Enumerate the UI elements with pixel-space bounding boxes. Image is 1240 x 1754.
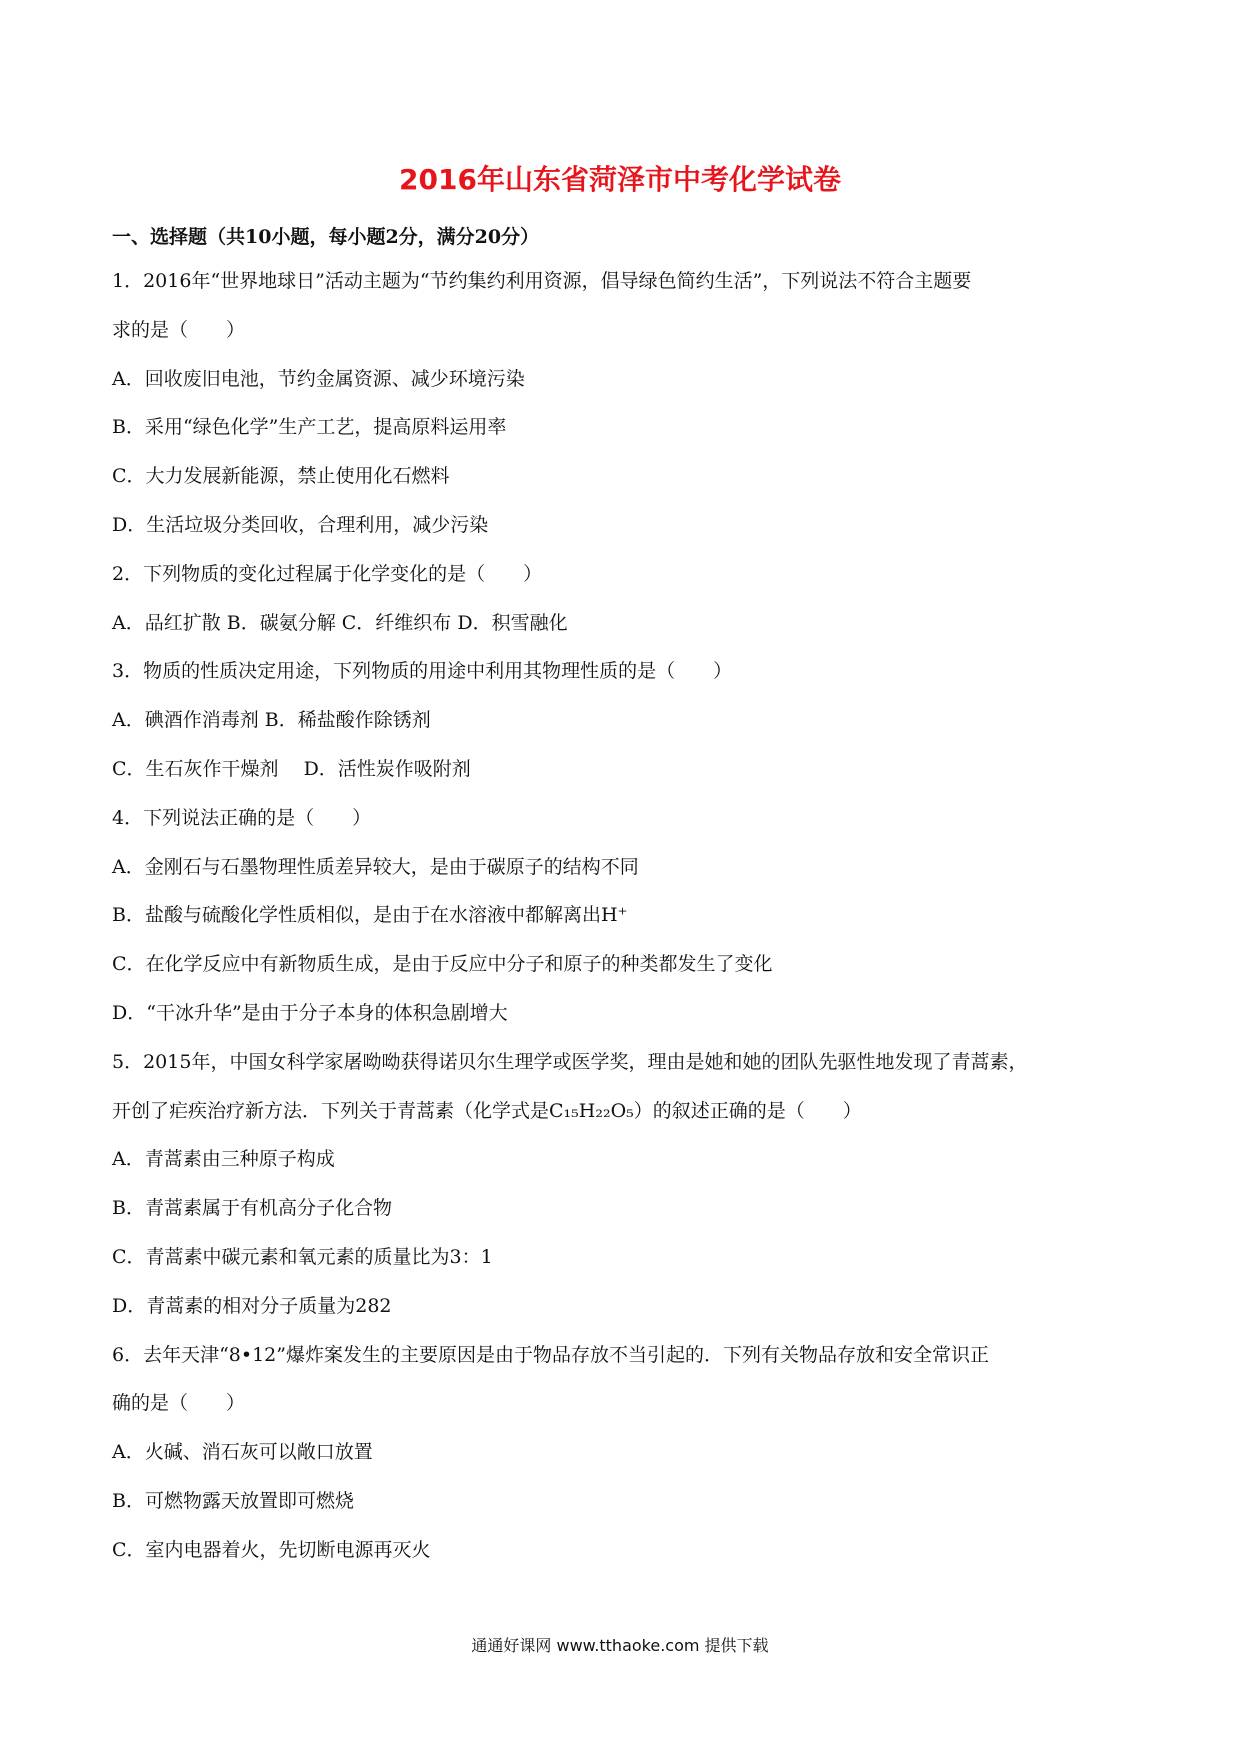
question-6-stem-line-2: 确的是（ ） <box>112 1392 246 1415</box>
question-5-option-d: D．青蒿素的相对分子质量为282 <box>112 1294 392 1317</box>
question-4-stem: 4．下列说法正确的是（ ） <box>112 806 372 829</box>
question-6-option-b: B．可燃物露天放置即可燃烧 <box>112 1489 354 1512</box>
question-4-option-d: D．“干冰升华”是由于分子本身的体积急剧增大 <box>112 1001 508 1024</box>
question-1-option-b: B．采用“绿色化学”生产工艺，提高原料运用率 <box>112 416 507 439</box>
question-1-option-d: D．生活垃圾分类回收，合理利用，减少污染 <box>112 513 489 536</box>
question-3-stem: 3．物质的性质决定用途，下列物质的用途中利用其物理性质的是（ ） <box>112 660 733 683</box>
question-4-option-c: C．在化学反应中有新物质生成，是由于反应中分子和原子的种类都发生了变化 <box>112 953 773 976</box>
question-1-option-a: A．回收废旧电池，节约金属资源、减少环境污染 <box>112 367 525 390</box>
question-3-options-ab: A．碘酒作消毒剂 B．稀盐酸作除锈剂 <box>112 709 431 732</box>
page-title: 2016年山东省菏泽市中考化学试卷 <box>399 163 841 196</box>
question-5-option-c: C．青蒿素中碳元素和氧元素的质量比为3：1 <box>112 1245 493 1268</box>
question-5-option-a: A．青蒿素由三种原子构成 <box>112 1148 335 1171</box>
question-6-option-c: C．室内电器着火，先切断电源再灭火 <box>112 1538 431 1561</box>
question-5-stem-line-2: 开创了疟疾治疗新方法．下列关于青蒿素（化学式是C₁₅H₂₂O₅）的叙述正确的是（ ） <box>112 1099 862 1122</box>
question-5-option-b: B．青蒿素属于有机高分子化合物 <box>112 1197 392 1220</box>
question-1-stem-line-1: 1．2016年“世界地球日”活动主题为“节约集约利用资源，倡导绿色简约生活”，下列说法不符合主题要 <box>112 270 972 292</box>
question-4 <box>112 803 1132 1028</box>
question-4-option-a: A．金刚石与石墨物理性质差异较大，是由于碳原子的结构不同 <box>112 855 639 878</box>
question-2-options: A．品红扩散 B．碳氨分解 C．纤维织布 D．积雪融化 <box>112 611 568 634</box>
question-1-stem-line-2: 求的是（ ） <box>112 318 246 341</box>
question-2-stem: 2．下列物质的变化过程属于化学变化的是（ ） <box>112 562 543 585</box>
question-5 <box>112 1047 1132 1321</box>
section-heading: 一、选择题（共10小题，每小题2分，满分20分） <box>112 226 540 248</box>
question-6-stem-line-1: 6．去年天津“8•12”爆炸案发生的主要原因是由于物品存放不当引起的．下列有关物品存放和安全常识正 <box>112 1343 989 1366</box>
question-4-option-b: B．盐酸与硫酸化学性质相似，是由于在水溶液中都解离出H⁺ <box>112 904 628 927</box>
question-6-option-a: A．火碱、消石灰可以敞口放置 <box>112 1441 373 1464</box>
question-1-option-c: C．大力发展新能源，禁止使用化石燃料 <box>112 465 450 488</box>
question-1 <box>112 266 1132 540</box>
page-footer: 通通好课网 www.tthaoke.com 提供下载 <box>471 1636 769 1655</box>
question-3 <box>112 656 1132 784</box>
question-2 <box>112 559 1132 638</box>
question-6 <box>112 1340 1132 1565</box>
question-5-stem-line-1: 5．2015年，中国女科学家屠呦呦获得诺贝尔生理学或医学奖，理由是她和她的团队先驱性地发现了青蒿素， <box>112 1050 1028 1073</box>
question-3-options-cd: C．生石灰作干燥剂 D．活性炭作吸附剂 <box>112 757 471 780</box>
exam-content <box>112 222 1132 1584</box>
